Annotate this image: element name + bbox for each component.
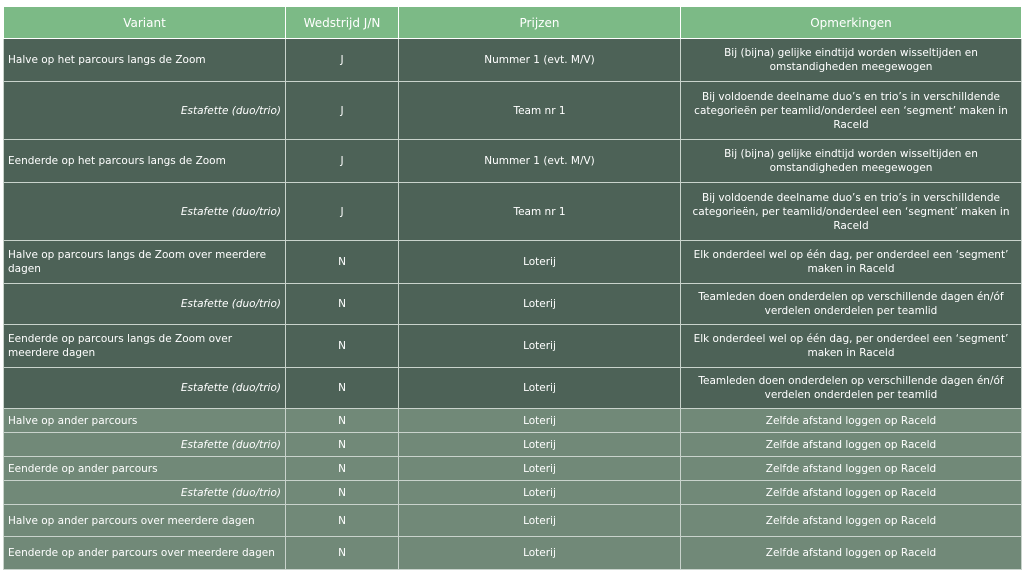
cell-prijzen: Team nr 1 xyxy=(399,183,681,241)
cell-wedstrijd: N xyxy=(286,433,399,457)
cell-prijzen: Loterij xyxy=(399,325,681,368)
cell-opmerkingen: Zelfde afstand loggen op Raceld xyxy=(681,409,1022,433)
table-row xyxy=(4,241,1022,284)
cell-prijzen: Loterij xyxy=(399,368,681,409)
cell-variant: Halve op ander parcours xyxy=(4,409,286,433)
cell-wedstrijd: J xyxy=(286,140,399,183)
cell-prijzen: Loterij xyxy=(399,241,681,284)
cell-opmerkingen: Zelfde afstand loggen op Raceld xyxy=(681,457,1022,481)
cell-prijzen: Nummer 1 (evt. M/V) xyxy=(399,39,681,82)
cell-wedstrijd: N xyxy=(286,457,399,481)
cell-variant: Estafette (duo/trio) xyxy=(4,183,286,241)
table-row xyxy=(4,284,1022,325)
table-row xyxy=(4,325,1022,368)
cell-opmerkingen: Zelfde afstand loggen op Raceld xyxy=(681,537,1022,570)
cell-prijzen: Loterij xyxy=(399,505,681,537)
cell-opmerkingen: Elk onderdeel wel op één dag, per onderdeel een ‘segment’ maken in Raceld xyxy=(681,325,1022,368)
cell-wedstrijd: N xyxy=(286,537,399,570)
cell-variant: Halve op het parcours langs de Zoom xyxy=(4,39,286,82)
table-row xyxy=(4,140,1022,183)
cell-wedstrijd: N xyxy=(286,368,399,409)
header-row xyxy=(4,7,1022,39)
cell-prijzen: Nummer 1 (evt. M/V) xyxy=(399,140,681,183)
cell-opmerkingen: Zelfde afstand loggen op Raceld xyxy=(681,481,1022,505)
cell-variant: Estafette (duo/trio) xyxy=(4,368,286,409)
cell-prijzen: Loterij xyxy=(399,481,681,505)
cell-opmerkingen: Bij voldoende deelname duo’s en trio’s in verschilldende categorieën per teamlid/onderdeel een ‘segment’ maken in Raceld xyxy=(681,82,1022,140)
table-row xyxy=(4,457,1022,481)
cell-opmerkingen: Zelfde afstand loggen op Raceld xyxy=(681,433,1022,457)
cell-wedstrijd: N xyxy=(286,241,399,284)
header-prijzen: Prijzen xyxy=(399,7,681,39)
cell-variant: Eenderde op het parcours langs de Zoom xyxy=(4,140,286,183)
table-body xyxy=(4,39,1022,570)
cell-variant: Halve op parcours langs de Zoom over meerdere dagen xyxy=(4,241,286,284)
cell-opmerkingen: Teamleden doen onderdelen op verschillende dagen én/óf verdelen onderdelen per teamlid xyxy=(681,368,1022,409)
table-row xyxy=(4,481,1022,505)
cell-variant: Halve op ander parcours over meerdere dagen xyxy=(4,505,286,537)
table-row xyxy=(4,368,1022,409)
cell-prijzen: Loterij xyxy=(399,537,681,570)
table-row xyxy=(4,39,1022,82)
cell-variant: Estafette (duo/trio) xyxy=(4,481,286,505)
cell-wedstrijd: N xyxy=(286,409,399,433)
cell-variant: Estafette (duo/trio) xyxy=(4,284,286,325)
cell-wedstrijd: J xyxy=(286,183,399,241)
table-row xyxy=(4,183,1022,241)
cell-wedstrijd: N xyxy=(286,505,399,537)
cell-variant: Eenderde op ander parcours over meerdere dagen xyxy=(4,537,286,570)
table-row xyxy=(4,505,1022,537)
table-row xyxy=(4,433,1022,457)
cell-wedstrijd: J xyxy=(286,39,399,82)
cell-variant: Eenderde op parcours langs de Zoom over meerdere dagen xyxy=(4,325,286,368)
table-row xyxy=(4,409,1022,433)
cell-prijzen: Loterij xyxy=(399,284,681,325)
cell-variant: Estafette (duo/trio) xyxy=(4,433,286,457)
cell-prijzen: Loterij xyxy=(399,457,681,481)
cell-wedstrijd: J xyxy=(286,82,399,140)
header-wedstrijd: Wedstrijd J/N xyxy=(286,7,399,39)
cell-variant: Estafette (duo/trio) xyxy=(4,82,286,140)
cell-wedstrijd: N xyxy=(286,284,399,325)
cell-prijzen: Team nr 1 xyxy=(399,82,681,140)
table-row xyxy=(4,82,1022,140)
cell-opmerkingen: Bij (bijna) gelijke eindtijd worden wisseltijden en omstandigheden meegewogen xyxy=(681,140,1022,183)
header-variant: Variant xyxy=(4,7,286,39)
cell-prijzen: Loterij xyxy=(399,433,681,457)
cell-opmerkingen: Teamleden doen onderdelen op verschillende dagen én/óf verdelen onderdelen per teamlid xyxy=(681,284,1022,325)
table-row xyxy=(4,537,1022,570)
header-opmerkingen: Opmerkingen xyxy=(681,7,1022,39)
cell-opmerkingen: Elk onderdeel wel op één dag, per onderdeel een ‘segment’ maken in Raceld xyxy=(681,241,1022,284)
cell-opmerkingen: Bij (bijna) gelijke eindtijd worden wisseltijden en omstandigheden meegewogen xyxy=(681,39,1022,82)
cell-opmerkingen: Bij voldoende deelname duo’s en trio’s in verschilldende categorieën, per teamlid/onderdeel een ‘segment’ maken in Raceld xyxy=(681,183,1022,241)
variants-table-container xyxy=(3,6,1021,570)
cell-prijzen: Loterij xyxy=(399,409,681,433)
variants-table xyxy=(3,6,1022,570)
cell-variant: Eenderde op ander parcours xyxy=(4,457,286,481)
cell-wedstrijd: N xyxy=(286,481,399,505)
cell-opmerkingen: Zelfde afstand loggen op Raceld xyxy=(681,505,1022,537)
cell-wedstrijd: N xyxy=(286,325,399,368)
